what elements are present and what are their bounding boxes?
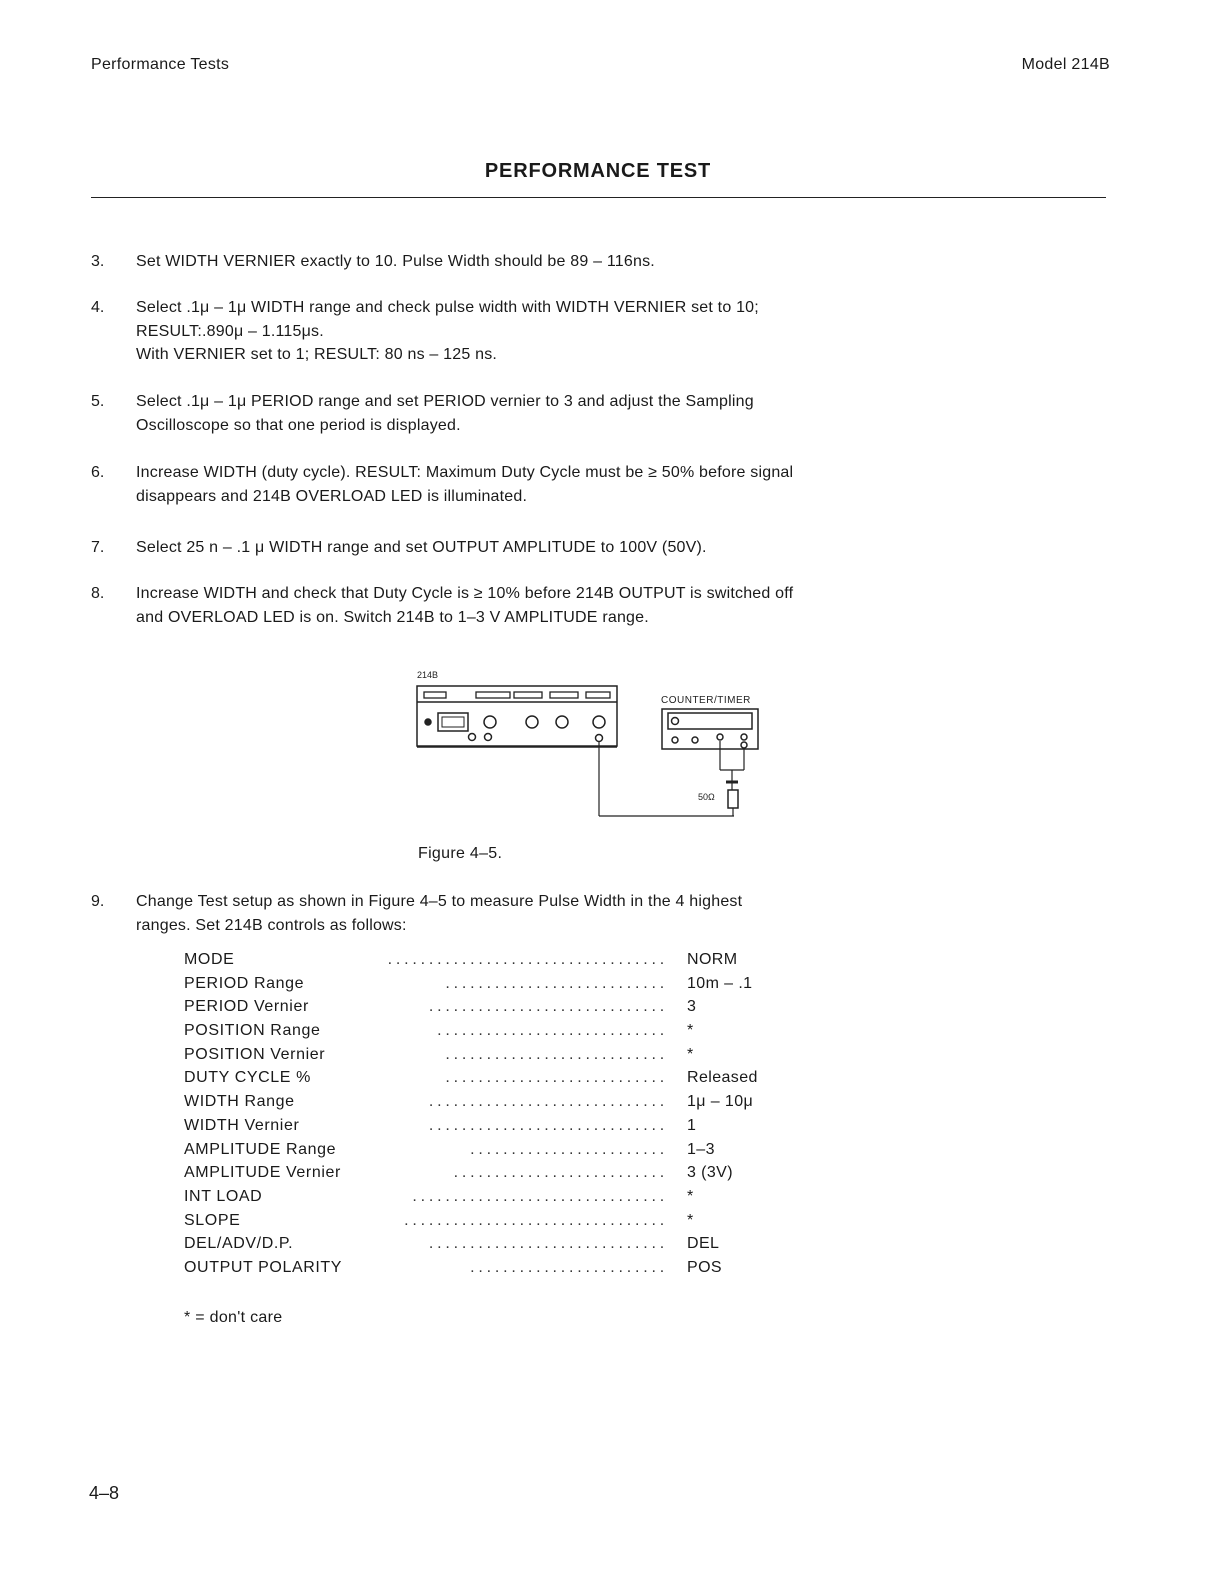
step-number: 5. [91,393,105,410]
leader-dots: ........................ [470,1258,668,1276]
load-label: 50Ω [698,792,715,802]
setting-label: POSITION Vernier [184,1045,326,1063]
setting-row [184,1141,784,1165]
control-settings-table [184,951,784,1283]
leader-dots: ............................ [437,1022,668,1040]
step-text-line: Increase WIDTH (duty cycle). RESULT: Maximum Duty Cycle must be ≥ 50% before signal [136,464,794,481]
setting-label: WIDTH Vernier [184,1116,300,1134]
setting-value: * [687,1187,694,1205]
step-text-line: Change Test setup as shown in Figure 4–5 to measure Pulse Width in the 4 highest [136,893,743,910]
setting-value: * [687,1022,694,1040]
step-text-line: disappears and 214B OVERLOAD LED is illuminated. [136,487,528,505]
step-text-line: Increase WIDTH and check that Duty Cycle is ≥ 10% before 214B OUTPUT is switched off [136,585,794,602]
setting-row [184,1164,784,1188]
setting-value: 1–3 [687,1140,715,1158]
setting-row [184,1117,784,1141]
setting-value: 1μ – 10μ [687,1093,754,1111]
coax-cable [599,741,744,816]
setting-row [184,1069,784,1093]
setting-value: 3 [687,998,697,1016]
leader-dots: ............................. [428,1093,668,1111]
setting-value: * [687,1045,694,1063]
setting-label: PERIOD Range [184,974,305,992]
leader-dots: .................................. [387,951,668,968]
step-text-line: ranges. Set 214B controls as follows: [136,916,407,934]
leader-dots: .......................... [453,1164,668,1182]
leader-dots: ................................ [404,1211,668,1229]
running-header-model: Model 214B [1021,56,1110,73]
setting-row [184,998,784,1022]
step-number: 4. [91,299,105,316]
setting-label: INT LOAD [184,1187,263,1205]
leader-dots: ........................... [445,1069,668,1087]
test-setup-figure [414,666,774,826]
page-title: PERFORMANCE TEST [484,160,712,182]
instrument-label: 214B [417,670,439,680]
setting-row [184,1046,784,1070]
leader-dots: ............................. [428,1235,668,1253]
step-text-line: RESULT:.890μ – 1.115μs. [136,322,324,340]
setting-value: NORM [687,951,738,968]
counter-label: COUNTER/TIMER [661,695,751,706]
setting-value: POS [687,1258,722,1276]
setting-row [184,1212,784,1236]
step-number: 3. [91,253,105,270]
leader-dots: ........................... [445,1045,668,1063]
step-text-line: Set WIDTH VERNIER exactly to 10. Pulse Width should be 89 – 116ns. [136,253,655,270]
leader-dots: ............................. [428,1116,668,1134]
setting-row [184,1093,784,1117]
setting-label: DUTY CYCLE % [184,1069,311,1087]
setting-value: * [687,1211,694,1229]
step-number: 8. [91,585,105,602]
step-text-line: With VERNIER set to 1; RESULT: 80 ns – 125 ns. [136,346,498,363]
step-number: 7. [91,539,105,556]
setting-label: AMPLITUDE Range [184,1140,337,1158]
setting-label: DEL/ADV/D.P. [184,1235,294,1253]
leader-dots: ............................. [428,998,668,1016]
setting-value: Released [687,1069,758,1087]
setting-row [184,951,784,975]
setting-value: 10m – .1 [687,974,753,992]
setting-label: AMPLITUDE Vernier [184,1164,341,1182]
setting-row [184,975,784,999]
step-text-line: Select .1μ – 1μ PERIOD range and set PERIOD vernier to 3 and adjust the Sampling [136,393,754,410]
step-text-line: Oscilloscope so that one period is displayed. [136,416,461,434]
setting-value: 3 (3V) [687,1164,733,1182]
counter-timer [662,709,758,749]
setting-label: MODE [184,951,235,968]
setting-value: DEL [687,1235,720,1253]
setting-label: PERIOD Vernier [184,998,309,1016]
step-text-line: Select 25 n – .1 μ WIDTH range and set OUTPUT AMPLITUDE to 100V (50V). [136,539,707,556]
setting-label: POSITION Range [184,1022,321,1040]
footnote: * = don't care [184,1309,283,1326]
setting-label: OUTPUT POLARITY [184,1258,343,1276]
figure-caption: Figure 4–5. [418,845,503,862]
instrument-214b [417,686,617,747]
page-number: 4–8 [89,1483,120,1503]
leader-dots: ........................ [470,1140,668,1158]
step-number: 9. [91,893,105,910]
title-rule [91,197,1106,198]
leader-dots: ............................... [412,1187,668,1205]
step-number: 6. [91,464,105,481]
setting-row [184,1259,784,1283]
setting-row [184,1022,784,1046]
setting-row [184,1188,784,1212]
setting-label: SLOPE [184,1211,241,1229]
setting-value: 1 [687,1116,697,1134]
step-text-line: Select .1μ – 1μ WIDTH range and check pulse width with WIDTH VERNIER set to 10; [136,299,759,316]
leader-dots: ........................... [445,974,668,992]
setting-row [184,1235,784,1259]
running-header-section: Performance Tests [91,56,230,73]
setting-label: WIDTH Range [184,1093,295,1111]
step-text-line: and OVERLOAD LED is on. Switch 214B to 1–3 V AMPLITUDE range. [136,608,649,626]
